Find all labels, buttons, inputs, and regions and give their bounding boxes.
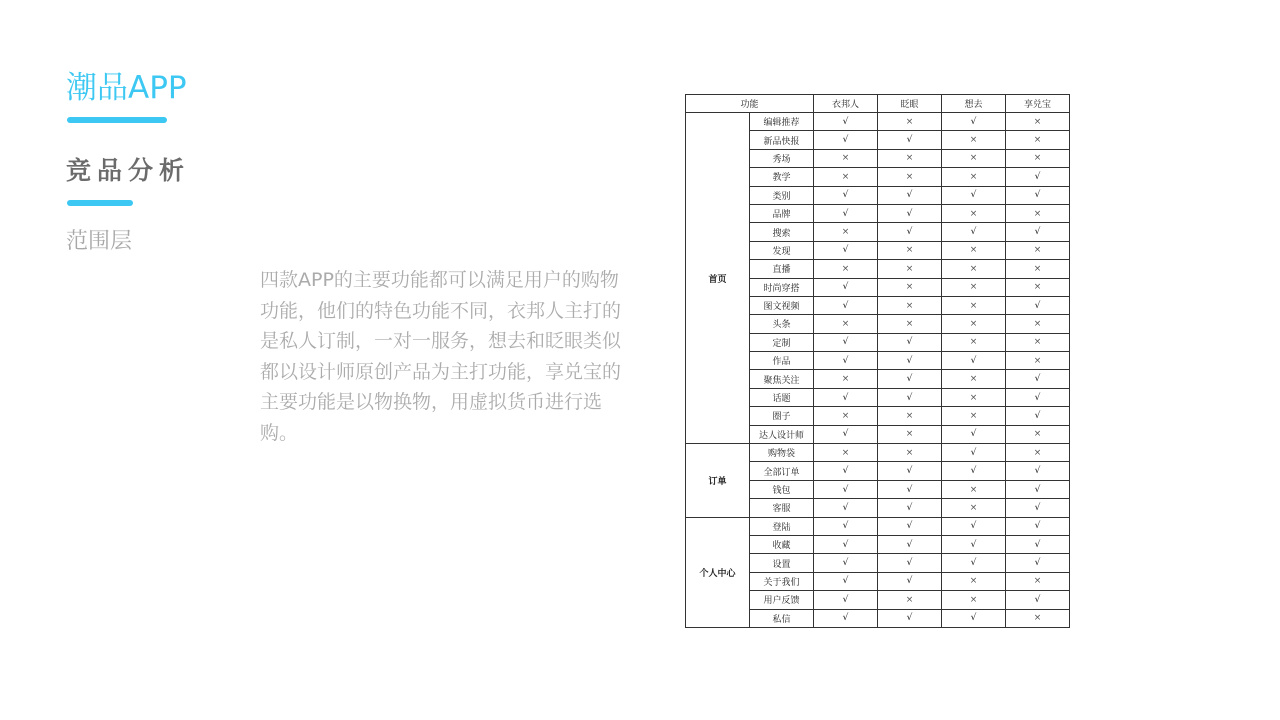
header-app: 享兑宝 (1006, 95, 1070, 113)
cross-mark: × (1006, 278, 1070, 296)
check-mark: √ (814, 352, 878, 370)
cross-mark: × (878, 260, 942, 278)
feature-name: 编辑推荐 (750, 113, 814, 131)
check-mark: √ (942, 609, 1006, 627)
check-mark: √ (1006, 499, 1070, 517)
header-feature: 功能 (686, 95, 814, 113)
subtitle: 竞品分析 (66, 156, 191, 185)
check-mark: √ (814, 517, 878, 535)
cross-mark: × (814, 149, 878, 167)
check-mark: √ (878, 223, 942, 241)
feature-name: 私信 (750, 609, 814, 627)
cross-mark: × (814, 315, 878, 333)
title-underline (67, 117, 167, 123)
check-mark: √ (942, 223, 1006, 241)
cross-mark: × (1006, 149, 1070, 167)
feature-name: 设置 (750, 554, 814, 572)
header-app: 衣邦人 (814, 95, 878, 113)
cross-mark: × (1006, 425, 1070, 443)
cross-mark: × (814, 444, 878, 462)
cross-mark: × (942, 131, 1006, 149)
check-mark: √ (1006, 535, 1070, 553)
feature-name: 发现 (750, 241, 814, 259)
cross-mark: × (942, 333, 1006, 351)
cross-mark: × (1006, 260, 1070, 278)
cross-mark: × (814, 223, 878, 241)
cross-mark: × (1006, 241, 1070, 259)
check-mark: √ (1006, 407, 1070, 425)
feature-name: 购物袋 (750, 444, 814, 462)
cross-mark: × (1006, 131, 1070, 149)
feature-name: 搜索 (750, 223, 814, 241)
table-row (686, 444, 1070, 462)
check-mark: √ (1006, 517, 1070, 535)
feature-name: 用户反馈 (750, 591, 814, 609)
feature-name: 头条 (750, 315, 814, 333)
cross-mark: × (942, 168, 1006, 186)
cross-mark: × (942, 388, 1006, 406)
cross-mark: × (942, 315, 1006, 333)
feature-name: 关于我们 (750, 572, 814, 590)
table-row (686, 113, 1070, 131)
check-mark: √ (1006, 296, 1070, 314)
check-mark: √ (814, 204, 878, 222)
check-mark: √ (878, 462, 942, 480)
cross-mark: × (1006, 333, 1070, 351)
cross-mark: × (878, 444, 942, 462)
check-mark: √ (942, 425, 1006, 443)
check-mark: √ (814, 572, 878, 590)
check-mark: √ (1006, 591, 1070, 609)
feature-name: 全部订单 (750, 462, 814, 480)
check-mark: √ (878, 131, 942, 149)
check-mark: √ (942, 535, 1006, 553)
feature-name: 定制 (750, 333, 814, 351)
feature-name: 钱包 (750, 480, 814, 498)
cross-mark: × (942, 572, 1006, 590)
check-mark: √ (878, 535, 942, 553)
feature-name: 登陆 (750, 517, 814, 535)
check-mark: √ (814, 278, 878, 296)
page-title: 潮品APP (66, 70, 187, 106)
check-mark: √ (1006, 388, 1070, 406)
check-mark: √ (1006, 370, 1070, 388)
check-mark: √ (878, 480, 942, 498)
feature-name: 收藏 (750, 535, 814, 553)
cross-mark: × (942, 260, 1006, 278)
check-mark: √ (942, 186, 1006, 204)
cross-mark: × (942, 149, 1006, 167)
check-mark: √ (814, 113, 878, 131)
cross-mark: × (1006, 113, 1070, 131)
check-mark: √ (878, 333, 942, 351)
check-mark: √ (878, 204, 942, 222)
check-mark: √ (878, 609, 942, 627)
subtitle-underline (67, 200, 133, 206)
check-mark: √ (942, 444, 1006, 462)
check-mark: √ (814, 388, 878, 406)
check-mark: √ (878, 572, 942, 590)
check-mark: √ (878, 554, 942, 572)
group-label: 首页 (686, 113, 750, 444)
table-row (686, 517, 1070, 535)
feature-name: 作品 (750, 352, 814, 370)
cross-mark: × (878, 315, 942, 333)
cross-mark: × (814, 407, 878, 425)
check-mark: √ (942, 113, 1006, 131)
cross-mark: × (942, 499, 1006, 517)
check-mark: √ (814, 186, 878, 204)
cross-mark: × (942, 407, 1006, 425)
group-label: 个人中心 (686, 517, 750, 627)
check-mark: √ (878, 370, 942, 388)
table-header-row (686, 95, 1070, 113)
cross-mark: × (942, 204, 1006, 222)
feature-comparison-table (685, 94, 1070, 628)
cross-mark: × (1006, 204, 1070, 222)
check-mark: √ (1006, 223, 1070, 241)
check-mark: √ (814, 425, 878, 443)
feature-name: 类别 (750, 186, 814, 204)
check-mark: √ (814, 480, 878, 498)
cross-mark: × (942, 480, 1006, 498)
cross-mark: × (942, 591, 1006, 609)
cross-mark: × (878, 278, 942, 296)
check-mark: √ (1006, 480, 1070, 498)
check-mark: √ (814, 554, 878, 572)
check-mark: √ (1006, 462, 1070, 480)
group-label: 订单 (686, 444, 750, 518)
check-mark: √ (1006, 168, 1070, 186)
cross-mark: × (878, 296, 942, 314)
check-mark: √ (942, 517, 1006, 535)
feature-name: 聚焦关注 (750, 370, 814, 388)
check-mark: √ (814, 241, 878, 259)
cross-mark: × (1006, 315, 1070, 333)
check-mark: √ (942, 462, 1006, 480)
check-mark: √ (814, 609, 878, 627)
check-mark: √ (1006, 554, 1070, 572)
check-mark: √ (814, 499, 878, 517)
feature-name: 新品快报 (750, 131, 814, 149)
check-mark: √ (878, 388, 942, 406)
feature-name: 客服 (750, 499, 814, 517)
cross-mark: × (878, 425, 942, 443)
check-mark: √ (814, 333, 878, 351)
cross-mark: × (814, 370, 878, 388)
header-app: 想去 (942, 95, 1006, 113)
check-mark: √ (942, 554, 1006, 572)
check-mark: √ (878, 499, 942, 517)
check-mark: √ (814, 462, 878, 480)
check-mark: √ (1006, 186, 1070, 204)
check-mark: √ (814, 591, 878, 609)
cross-mark: × (942, 370, 1006, 388)
check-mark: √ (878, 186, 942, 204)
check-mark: √ (878, 517, 942, 535)
feature-name: 教学 (750, 168, 814, 186)
cross-mark: × (942, 241, 1006, 259)
check-mark: √ (814, 296, 878, 314)
feature-name: 秀场 (750, 149, 814, 167)
cross-mark: × (942, 296, 1006, 314)
cross-mark: × (1006, 572, 1070, 590)
feature-name: 图文视频 (750, 296, 814, 314)
cross-mark: × (878, 407, 942, 425)
cross-mark: × (878, 168, 942, 186)
check-mark: √ (942, 352, 1006, 370)
cross-mark: × (1006, 444, 1070, 462)
section-title: 范围层 (66, 229, 133, 254)
cross-mark: × (878, 241, 942, 259)
feature-name: 圈子 (750, 407, 814, 425)
cross-mark: × (878, 591, 942, 609)
feature-name: 话题 (750, 388, 814, 406)
feature-name: 达人设计师 (750, 425, 814, 443)
feature-name: 直播 (750, 260, 814, 278)
feature-name: 时尚穿搭 (750, 278, 814, 296)
description-paragraph: 四款APP的主要功能都可以满足用户的购物功能，他们的特色功能不同，衣邦人主打的是私人订制，一对一服务，想去和眨眼类似都以设计师原创产品为主打功能，享兑宝的主要功能是以物换物，用虚拟货币进行选购。 (260, 269, 622, 444)
cross-mark: × (1006, 352, 1070, 370)
check-mark: √ (814, 535, 878, 553)
feature-name: 品牌 (750, 204, 814, 222)
cross-mark: × (878, 113, 942, 131)
cross-mark: × (942, 278, 1006, 296)
cross-mark: × (878, 149, 942, 167)
check-mark: √ (814, 131, 878, 149)
cross-mark: × (814, 168, 878, 186)
cross-mark: × (1006, 609, 1070, 627)
header-app: 眨眼 (878, 95, 942, 113)
cross-mark: × (814, 260, 878, 278)
check-mark: √ (878, 352, 942, 370)
